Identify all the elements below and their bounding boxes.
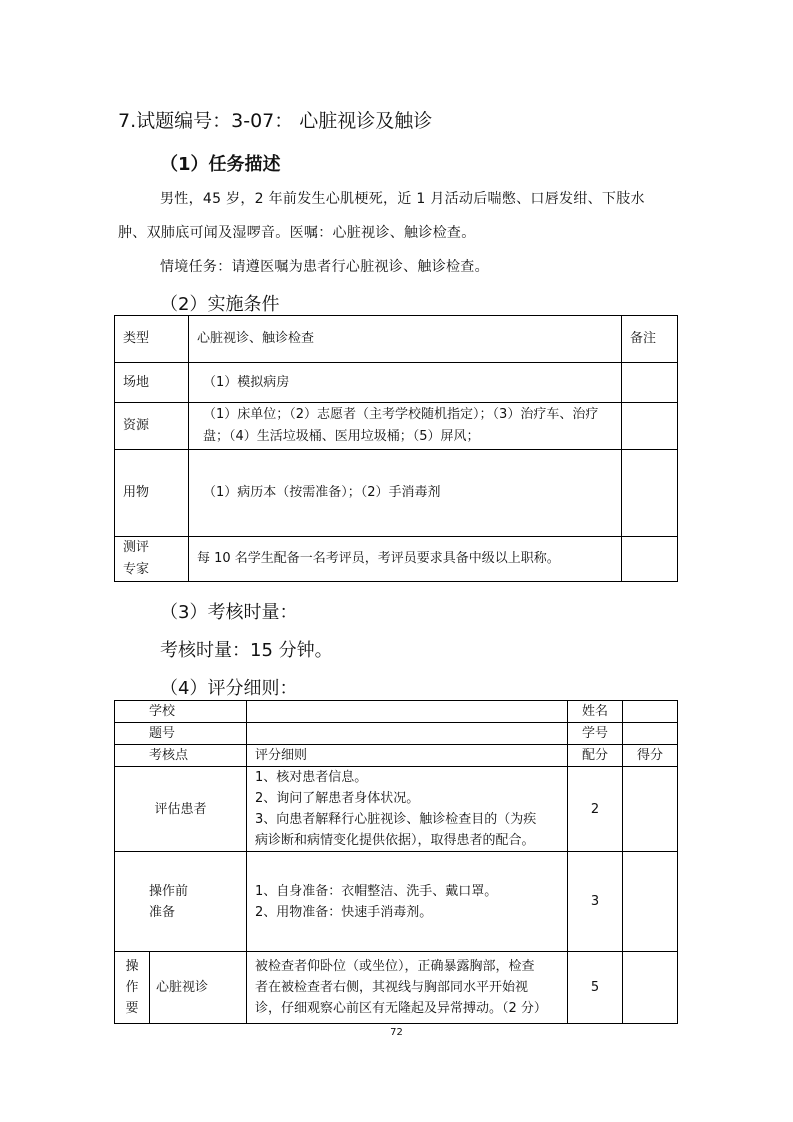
detail-line: 1、自身准备：衣帽整洁、洗手、戴口罩。 — [255, 883, 498, 899]
question-no-value — [247, 723, 568, 745]
detail-line: 3、向患者解释行心脏视诊、触诊检查目的（为疾 — [255, 812, 537, 827]
table-row — [115, 952, 678, 1024]
row-content-line: （1）床单位；（2）志愿者（主考学校随机指定）；（3）治疗车、治疗 — [203, 407, 599, 422]
row-label: 场地 — [115, 363, 189, 403]
name-value — [623, 701, 678, 723]
table-row — [115, 723, 678, 745]
row-note — [622, 537, 678, 582]
detail-line: 1、核对患者信息。 — [255, 770, 368, 785]
student-no-value — [623, 723, 678, 745]
row-label — [115, 537, 189, 582]
row-label-line: 专家 — [123, 562, 150, 577]
group-char: 作 — [125, 980, 139, 995]
table-row — [115, 403, 678, 450]
detail-line: 者在被检查者右侧，其视线与胸部同水平开始视 — [255, 980, 529, 995]
name-label: 姓名 — [568, 701, 623, 723]
col-got: 得分 — [623, 745, 678, 767]
row-note — [622, 450, 678, 537]
got-cell — [623, 852, 678, 952]
row-content: 每 10 名学生配备一名考评员，考评员要求具备中级以上职称。 — [189, 537, 622, 582]
group-char: 要 — [125, 1001, 139, 1016]
point-cell: 心脏视诊 — [150, 952, 247, 1024]
row-content: （1）模拟病房 — [189, 363, 622, 403]
point-cell — [115, 852, 247, 952]
page-number: 72 — [390, 1027, 403, 1038]
detail-cell — [247, 852, 568, 952]
col-point: 考核点 — [115, 745, 247, 767]
row-label-line: 测评 — [123, 540, 150, 555]
col-detail: 评分细则 — [247, 745, 568, 767]
conditions-table — [114, 315, 678, 582]
task-paragraph-line1: 男性，45 岁，2 年前发生心肌梗死，近 1 月活动后喘憋、口唇发绀、下肢水 — [160, 191, 645, 207]
got-cell — [623, 767, 678, 852]
school-label: 学校 — [115, 701, 247, 723]
score-cell: 5 — [568, 952, 623, 1024]
detail-line: 2、用物准备：快速手消毒剂。 — [255, 904, 433, 920]
student-no-label: 学号 — [568, 723, 623, 745]
row-note — [622, 403, 678, 450]
score-cell: 3 — [568, 852, 623, 952]
page-title: 7.试题编号：3-07： 心脏视诊及触诊 — [118, 110, 433, 132]
row-label: 用物 — [115, 450, 189, 537]
task-paragraph-line2: 肿、双肺底可闻及湿啰音。医嘱：心脏视诊、触诊检查。 — [118, 225, 476, 241]
detail-cell — [247, 767, 568, 852]
detail-line: 病诊断和病情变化提供依据），取得患者的配合。 — [255, 833, 535, 848]
table-row — [115, 701, 678, 723]
point-cell: 评估患者 — [115, 767, 247, 852]
section-heading-scoring: （4）评分细则： — [160, 678, 298, 699]
time-text: 考核时量：15 分钟。 — [160, 640, 333, 661]
table-row — [115, 767, 678, 852]
table-row — [115, 852, 678, 952]
header-content: 心脏视诊、触诊检查 — [189, 316, 622, 363]
score-cell: 2 — [568, 767, 623, 852]
header-note: 备注 — [622, 316, 678, 363]
table-row — [115, 363, 678, 403]
row-note — [622, 363, 678, 403]
detail-line: 被检查者仰卧位（或坐位），正确暴露胸部，检查 — [255, 959, 535, 974]
school-value — [247, 701, 568, 723]
group-char: 操 — [125, 959, 139, 974]
row-content: （1）病历本（按需准备）；（2）手消毒剂 — [189, 450, 622, 537]
point-line: 准备 — [149, 904, 176, 920]
row-content — [189, 403, 622, 450]
col-score: 配分 — [568, 745, 623, 767]
point-line: 操作前 — [149, 883, 189, 899]
scoring-table — [114, 700, 678, 1024]
group-cell — [115, 952, 150, 1024]
row-content-line: 盘；（4）生活垃圾桶、医用垃圾桶；（5）屏风； — [203, 429, 480, 444]
section-heading-conditions: （2）实施条件 — [160, 294, 280, 315]
scenario-text: 情境任务：请遵医嘱为患者行心脏视诊、触诊检查。 — [160, 259, 489, 275]
table-row — [115, 745, 678, 767]
question-no-label: 题号 — [115, 723, 247, 745]
table-row — [115, 450, 678, 537]
got-cell — [623, 952, 678, 1024]
detail-line: 诊，仔细观察心前区有无隆起及异常搏动。（2 分） — [255, 1001, 547, 1016]
header-type: 类型 — [115, 316, 189, 363]
row-label: 资源 — [115, 403, 189, 450]
section-heading-time: （3）考核时量： — [160, 602, 298, 623]
detail-line: 2、询问了解患者身体状况。 — [255, 791, 420, 806]
detail-cell — [247, 952, 568, 1024]
table-row — [115, 537, 678, 582]
section-heading-task: （1）任务描述 — [160, 154, 281, 175]
table-row — [115, 316, 678, 363]
